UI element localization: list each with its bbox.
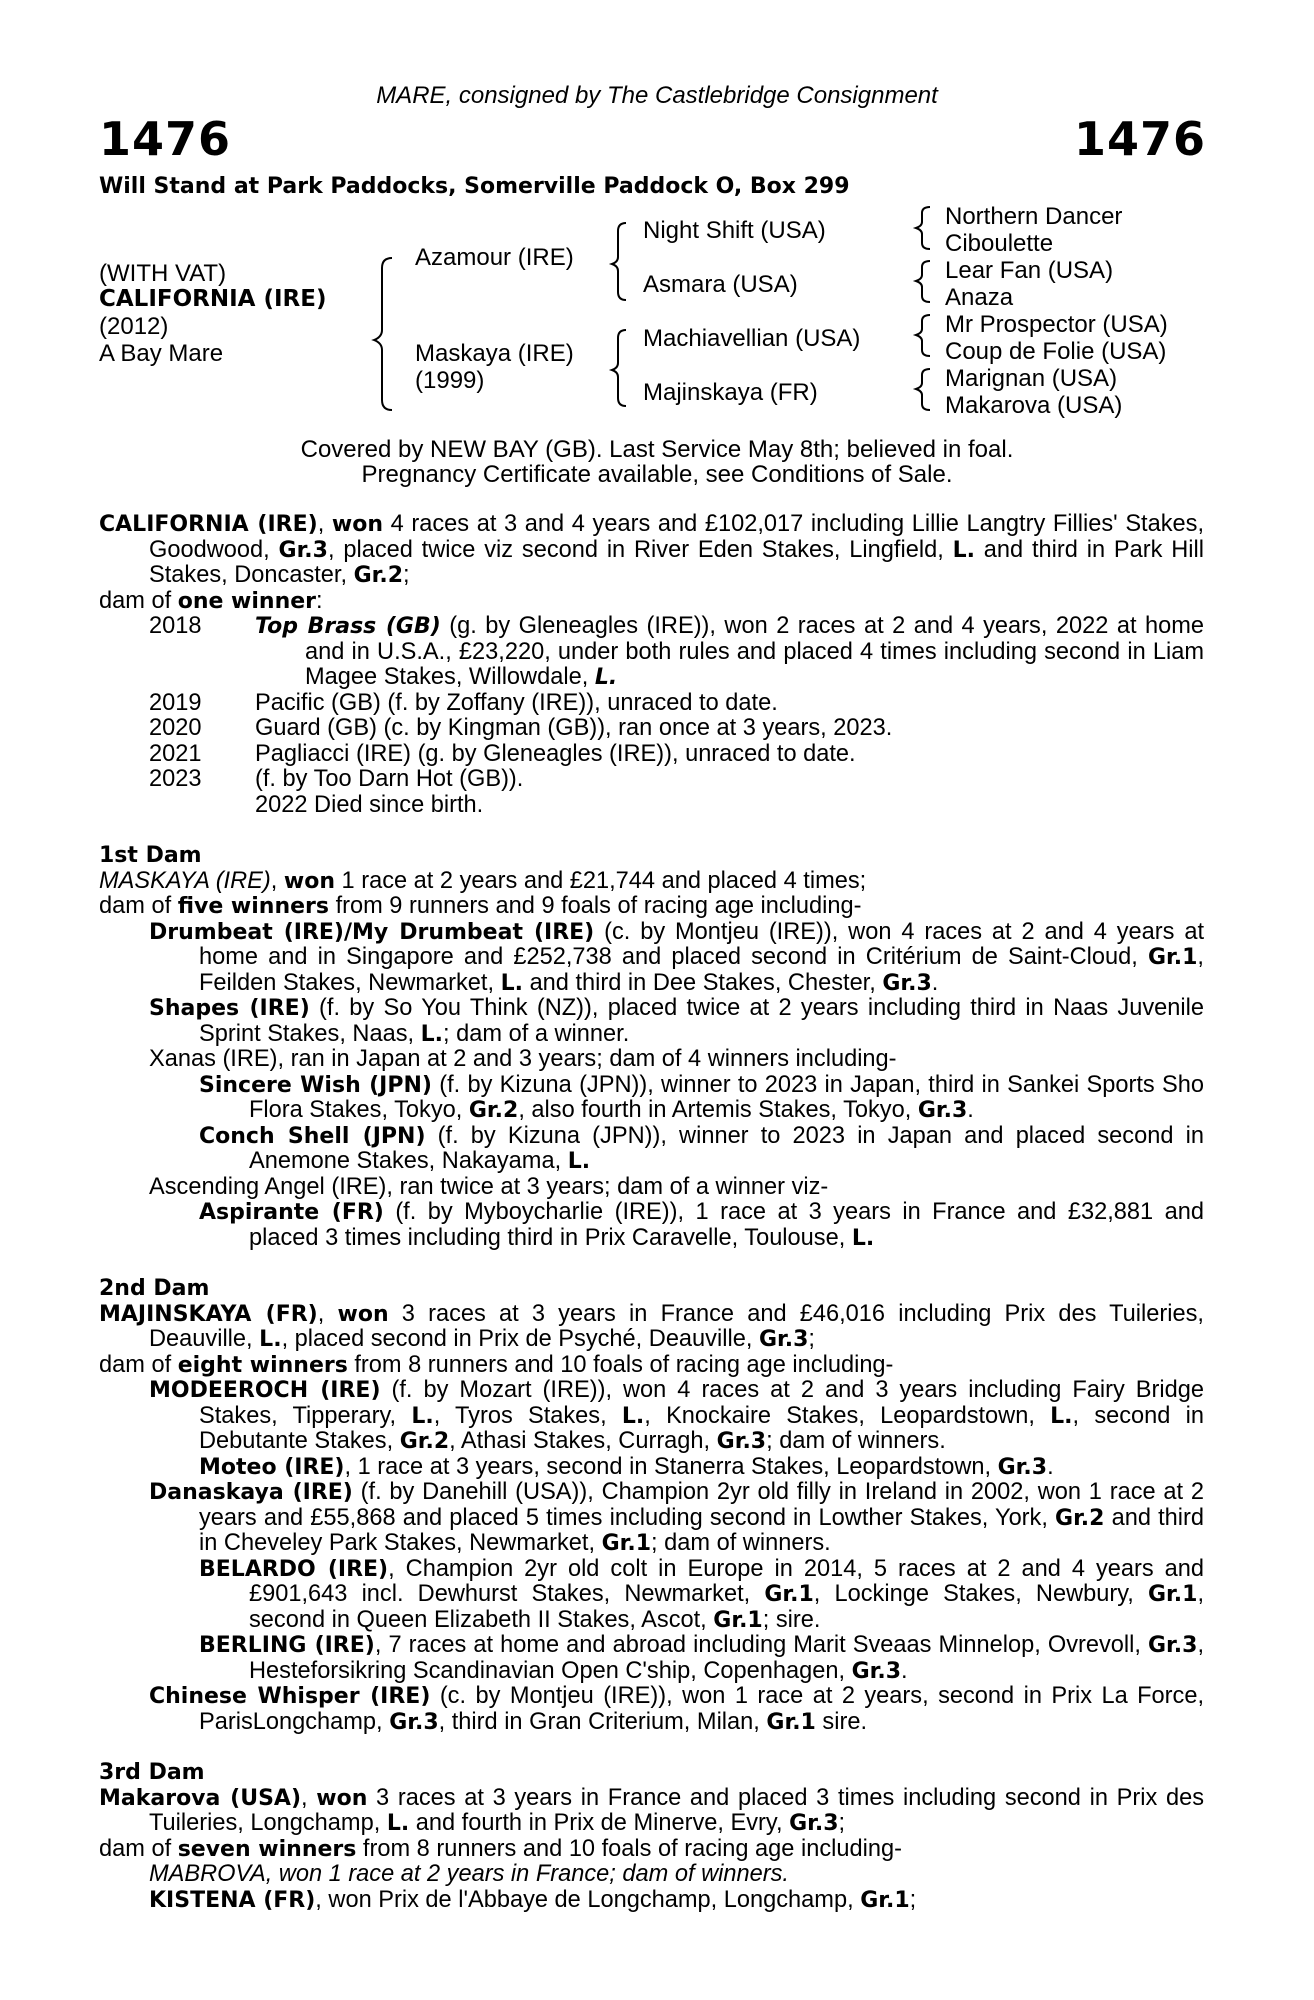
mare-record: CALIFORNIA (IRE), won 4 races at 3 and 4 years and £102,017 including Lillie Langtry Fillies' Stakes, Goodwood, Gr.3, placed twice viz second in River Eden Stakes, Lingfield, L. and third in Park Hill Stakes, Doncaster, Gr.2; bbox=[99, 511, 1205, 588]
produce-entry: MODEEROCH (IRE) (f. by Mozart (IRE)), won 4 races at 2 and 3 years including Fairy Bridge Stakes, Tipperary, L., Tyros Stakes, L., Knockaire Stakes, Leopardstown, L., second in Debutante Stakes, Gr.2, Athasi Stakes, Curragh, Gr.3; dam of winners. bbox=[149, 1377, 1204, 1454]
gen3-ancestor: Mr Prospector (USA) bbox=[945, 311, 1168, 338]
second-dam-heading: 2nd Dam bbox=[99, 1276, 210, 1301]
pregnancy-line: Pregnancy Certificate available, see Conditions of Sale. bbox=[361, 461, 953, 488]
consignor-line: MARE, consigned by The Castlebridge Consignment bbox=[376, 82, 938, 109]
produce-entry: KISTENA (FR), won Prix de l'Abbaye de Longchamp, Longchamp, Gr.1; bbox=[149, 1886, 917, 1913]
stand-line: Will Stand at Park Paddocks, Somerville Paddock O, Box 299 bbox=[99, 174, 850, 199]
gen3-ancestor: Makarova (USA) bbox=[945, 392, 1123, 419]
produce-entry: Aspirante (FR) (f. by Myboycharlie (IRE)), 1 race at 3 years in France and £32,881 and placed 3 times including third in Prix Caravelle, Toulouse, L. bbox=[199, 1199, 1204, 1251]
produce-entry: Danaskaya (IRE) (f. by Danehill (USA)), Champion 2yr old filly in Ireland in 2002, won 1 race at 2 years and £55,868 and placed 5 times including second in Lowther Stakes, York, Gr.2 and third in Cheveley Park Stakes, Newmarket, Gr.1; dam of winners. bbox=[149, 1479, 1204, 1556]
produce-entry: Xanas (IRE), ran in Japan at 2 and 3 years; dam of 4 winners including- bbox=[149, 1046, 897, 1072]
lot-number-left: 1476 bbox=[99, 112, 232, 166]
dam: Maskaya (IRE) bbox=[415, 340, 574, 367]
produce-entry: Conch Shell (JPN) (f. by Kizuna (JPN)), winner to 2023 in Japan and placed second in Anemone Stakes, Nakayama, L. bbox=[199, 1122, 1204, 1174]
produce-entry: Sincere Wish (JPN) (f. by Kizuna (JPN)), winner to 2023 in Japan, third in Sankei Sports Sho Flora Stakes, Tokyo, Gr.2, also fourth in Artemis Stakes, Tokyo, Gr.3. bbox=[199, 1071, 1204, 1123]
produce-row: 2018 Top Brass (GB) (g. by Gleneagles (IRE)), won 2 races at 2 and 4 years, 2022 at home and in U.S.A., £23,220, under both rules and placed 4 times including second in Liam Magee Stakes, Willowdale, L. bbox=[149, 613, 1204, 690]
lot-number-right: 1476 bbox=[1073, 112, 1206, 166]
produce-entry: Drumbeat (IRE)/My Drumbeat (IRE) (c. by Montjeu (IRE)), won 4 races at 2 and 4 years at home and in Singapore and £252,738 and placed second in Critérium de Saint-Cloud, Gr.1, Feilden Stakes, Newmarket, L. and third in Dee Stakes, Chester, Gr.3. bbox=[149, 918, 1204, 996]
second-dam-dam-of: dam of eight winners from 8 runners and 10 foals of racing age including- bbox=[99, 1351, 894, 1378]
produce-entry: BELARDO (IRE), Champion 2yr old colt in Europe in 2014, 5 races at 2 and 4 years and £901,643 incl. Dewhurst Stakes, Newmarket, Gr.1, Lockinge Stakes, Newbury, Gr.1, second in Queen Elizabeth II Stakes, Ascot, Gr.1; sire. bbox=[199, 1555, 1205, 1633]
grandsire-maternal: Machiavellian (USA) bbox=[643, 325, 861, 352]
third-dam-heading: 3rd Dam bbox=[99, 1760, 205, 1785]
produce-row: 2020 Guard (GB) (c. by Kingman (GB)), ran once at 3 years, 2023. bbox=[149, 715, 893, 741]
third-dam-record: Makarova (USA), won 3 races at 3 years in France and placed 3 times including second in Prix des Tuileries, Longchamp, L. and fourth in Prix de Minerve, Evry, Gr.3; bbox=[99, 1784, 1204, 1836]
produce-entry: Shapes (IRE) (f. by So You Think (NZ)), placed twice at 2 years including third in Naas Juvenile Sprint Stakes, Naas, L.; dam of a winner. bbox=[149, 995, 1204, 1047]
first-dam-dam-of: dam of five winners from 9 runners and 9 foals of racing age including- bbox=[99, 893, 862, 919]
mare-dam-of: dam of one winner: bbox=[99, 587, 323, 614]
produce-row: 2023 (f. by Too Darn Hot (GB)). bbox=[149, 766, 524, 792]
covered-line: Covered by NEW BAY (GB). Last Service May 8th; believed in foal. bbox=[300, 436, 1014, 463]
granddam-maternal: Majinskaya (FR) bbox=[643, 379, 818, 406]
produce-row: 2021 Pagliacci (IRE) (g. by Gleneagles (IRE)), unraced to date. bbox=[149, 740, 856, 767]
horse-name: CALIFORNIA (IRE) bbox=[99, 286, 327, 312]
first-dam-record: MASKAYA (IRE), won 1 race at 2 years and £21,744 and placed 4 times; bbox=[99, 867, 867, 894]
catalogue-body bbox=[99, 512, 1204, 1913]
first-dam-heading: 1st Dam bbox=[99, 843, 202, 868]
third-dam-dam-of: dam of seven winners from 8 runners and 10 foals of racing age including- bbox=[99, 1835, 902, 1862]
horse-year: (2012) bbox=[99, 313, 169, 340]
vat-label: (WITH VAT) bbox=[99, 260, 227, 287]
dam-year: (1999) bbox=[415, 367, 485, 394]
produce-entry: MABROVA, won 1 race at 2 years in France; dam of winners. bbox=[149, 1861, 789, 1887]
gen3-ancestor: Anaza bbox=[945, 284, 1014, 311]
horse-description: A Bay Mare bbox=[99, 340, 224, 367]
sire: Azamour (IRE) bbox=[415, 244, 574, 271]
gen3-ancestor: Ciboulette bbox=[945, 230, 1054, 257]
gen3-ancestor: Lear Fan (USA) bbox=[945, 257, 1114, 284]
produce-row: 2022 Died since birth. bbox=[255, 791, 484, 818]
produce-entry: Ascending Angel (IRE), ran twice at 3 years; dam of a winner viz- bbox=[149, 1173, 829, 1200]
grandsire-paternal: Night Shift (USA) bbox=[643, 217, 826, 244]
produce-entry: Chinese Whisper (IRE) (c. by Montjeu (IRE)), won 1 race at 2 years, second in Prix La Force, ParisLongchamp, Gr.3, third in Gran Criterium, Milan, Gr.1 sire. bbox=[149, 1683, 1204, 1735]
produce-row: 2019 Pacific (GB) (f. by Zoffany (IRE)), unraced to date. bbox=[149, 689, 778, 716]
gen3-ancestor: Marignan (USA) bbox=[945, 365, 1118, 392]
produce-entry: Moteo (IRE), 1 race at 3 years, second in Stanerra Stakes, Leopardstown, Gr.3. bbox=[199, 1453, 1054, 1480]
produce-entry: BERLING (IRE), 7 races at home and abroad including Marit Sveaas Minnelop, Ovrevoll, Gr.3, Hesteforsikring Scandinavian Open C'ship, Copenhagen, Gr.3. bbox=[199, 1632, 1204, 1684]
gen3-ancestor: Northern Dancer bbox=[945, 203, 1123, 230]
second-dam-record: MAJINSKAYA (FR), won 3 races at 3 years in France and £46,016 including Prix des Tuileries, Deauville, L., placed second in Prix de Psyché, Deauville, Gr.3; bbox=[99, 1300, 1204, 1352]
granddam-paternal: Asmara (USA) bbox=[643, 271, 798, 298]
gen3-ancestor: Coup de Folie (USA) bbox=[945, 338, 1167, 365]
